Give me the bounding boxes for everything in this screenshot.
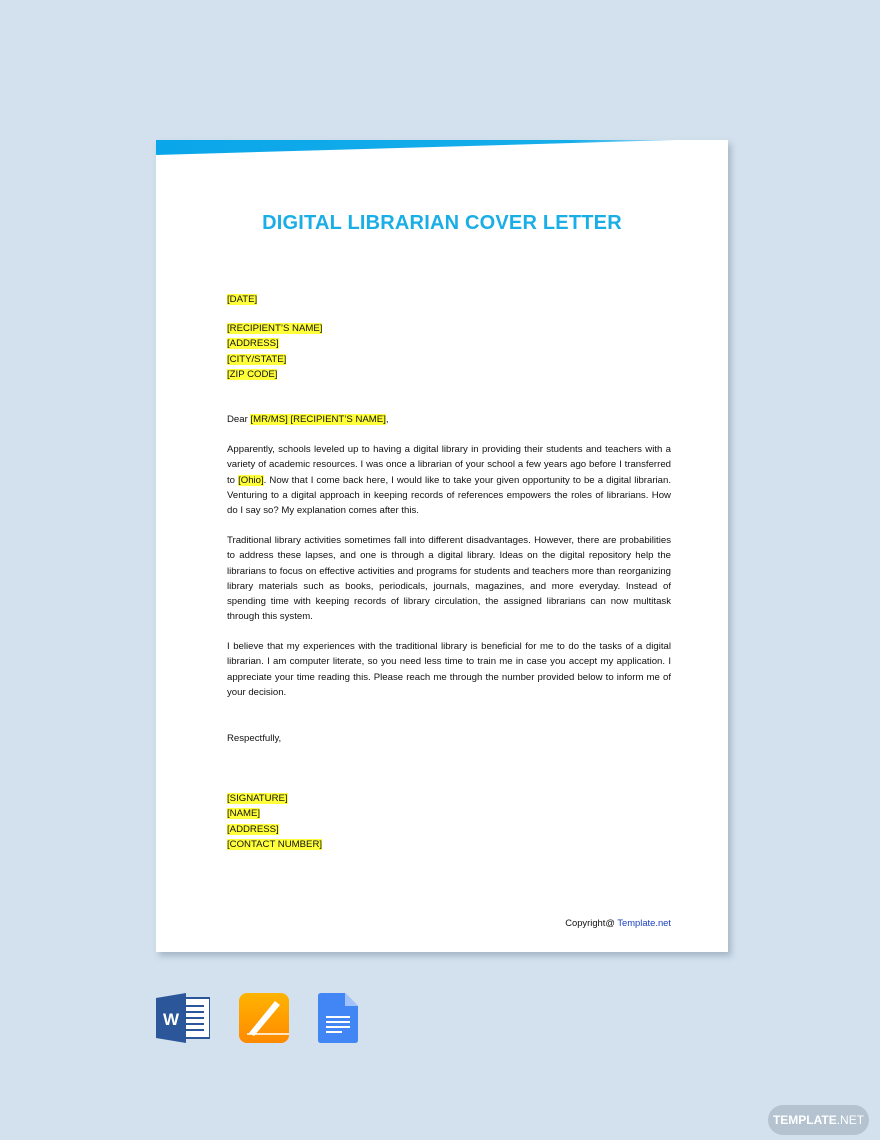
template-link[interactable]: Template.net [617, 917, 671, 928]
closing: Respectfully, [227, 733, 282, 744]
recipient-zip: [ZIP CODE] [227, 368, 278, 380]
sender-contact: [CONTACT NUMBER] [227, 838, 323, 850]
copyright: Copyright@ Template.net [565, 917, 671, 928]
recipient-city-state: [CITY/STATE] [227, 353, 287, 365]
paragraph-1: Apparently, schools leveled up to having a digital library in providing their students and teachers with a variety of academic resources. I was once a librarian of your school a few years ago before I transferred to [Ohio]. Now that I come back here, I would like to take your given opportunity to be a digital librarian. Venturing to a digital approach in keeping records of references empowers the roles of librarians. How do I say so? My explanation comes after this. [227, 444, 671, 516]
template-net-badge[interactable]: TEMPLATE.NET [768, 1105, 869, 1135]
recipient-address: [ADDRESS] [227, 338, 279, 350]
paragraph-2: Traditional library activities sometimes fall into different disadvantages. However, there are probabilities to address these lapses, and one is through a digital library. Ideas on the digital repository help the librarians to focus on effective activities and programs for students and teachers more than reorganizing library materials such as books, periodicals, journals, magazines, and more everyday. Instead of spending time with keeping records of library circulation, the assigned librarians can now multitask through this system. [227, 535, 671, 623]
paragraph-3: I believe that my experiences with the traditional library is beneficial for me to do the tasks of a digital librarian. I am computer literate, so you need less time to train me in case you accept my application. I appreciate your time reading this. Please reach me through the number provided below to inform me of your decision. [227, 641, 671, 698]
header-stripe [156, 140, 728, 156]
recipient-name: [RECIPIENT’S NAME] [227, 323, 323, 334]
google-docs-icon[interactable] [318, 993, 358, 1043]
date-field: [DATE] [227, 294, 258, 305]
signature-block [227, 791, 671, 852]
svg-text:W: W [162, 1010, 180, 1029]
letter-page [156, 140, 728, 952]
signature: [SIGNATURE] [227, 793, 288, 804]
sender-name: [NAME] [227, 808, 261, 820]
sender-address: [ADDRESS] [227, 823, 279, 835]
recipient-block [227, 321, 671, 382]
word-icon[interactable] [156, 993, 210, 1043]
pages-icon[interactable] [239, 993, 289, 1043]
document-title: DIGITAL LIBRARIAN COVER LETTER [262, 212, 622, 234]
salutation: Dear [MR/MS] [RECIPIENT’S NAME], [227, 414, 389, 425]
